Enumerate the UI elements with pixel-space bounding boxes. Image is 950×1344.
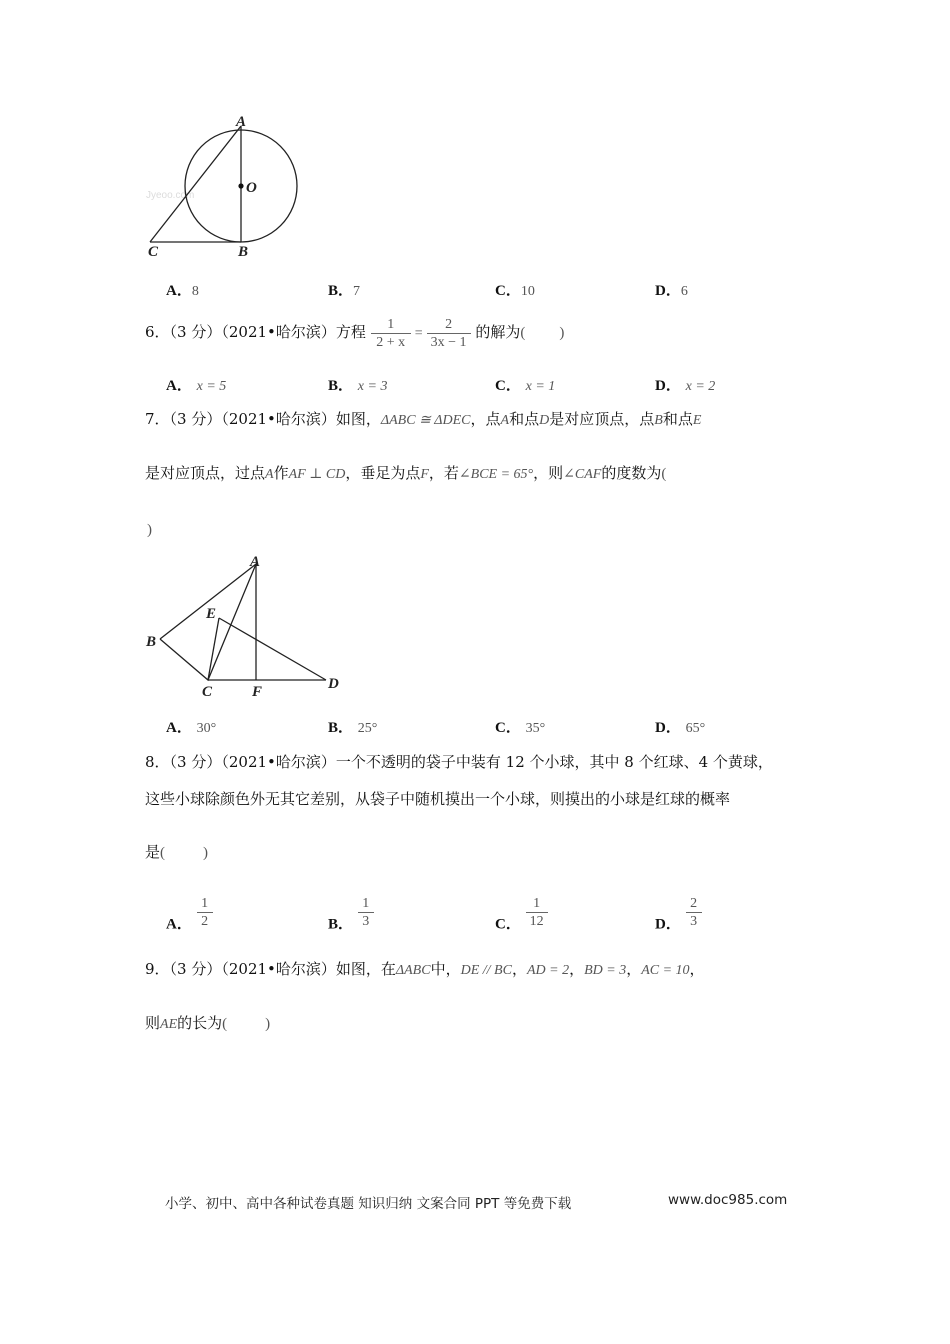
q5-center-point: [238, 183, 243, 188]
q5-figure: [140, 112, 320, 262]
q5-option-d[interactable]: D．6: [655, 283, 688, 299]
q7-segment-ed: [219, 618, 326, 680]
q7-label-f: F: [252, 684, 263, 700]
q7-paren-close: ): [147, 522, 152, 538]
q8-number: 8．: [145, 753, 170, 771]
q5-option-c[interactable]: C．10: [495, 283, 535, 299]
q5-label-a: A: [236, 114, 247, 130]
q6-option-c[interactable]: C． x = 1: [495, 378, 556, 394]
q6-number: 6．: [145, 323, 170, 341]
q8-line-1: 8．（3 分）（2021•哈尔滨）一个不透明的袋子中装有 12 个小球，其中 8 个红球、4 个黄球，: [145, 753, 773, 771]
q9-paren-open: (: [222, 1016, 228, 1032]
q8-paren-open: (: [160, 845, 166, 861]
q7-figure: [140, 550, 350, 700]
q5-label-o: O: [246, 180, 257, 196]
q5-label-b: B: [238, 244, 249, 260]
q7-line-2: 是对应顶点，过点A作AF ⊥ CD，垂足为点F，若∠BCE = 65°，则∠CAF的度数为(: [145, 464, 667, 482]
q6-score: （3 分）: [169, 323, 222, 341]
q8-paren-close: ): [203, 845, 209, 861]
q7-triangle-abc: [160, 564, 256, 680]
q7-label-c: C: [202, 684, 213, 700]
q7-source: （2021•哈尔滨）: [221, 410, 336, 428]
q9-score: （3 分）: [169, 960, 222, 978]
q6-paren-close: ): [559, 325, 565, 341]
q6-equals: =: [414, 326, 423, 341]
q7-option-c[interactable]: C． 35°: [495, 720, 546, 736]
q6-option-b[interactable]: B． x = 3: [328, 378, 388, 394]
q7-paren-open: (: [661, 466, 667, 482]
q7-score: （3 分）: [169, 410, 222, 428]
q6-option-d[interactable]: D． x = 2: [655, 378, 716, 394]
q5-option-a[interactable]: A．8: [166, 283, 199, 299]
q5-watermark: Jyeoo.com: [146, 190, 195, 201]
q7-number: 7．: [145, 410, 170, 428]
footer-url[interactable]: www.doc985.com: [668, 1192, 788, 1208]
q6-fraction-left: $\frac{1}{2 + x}$: [371, 316, 411, 351]
q8-source: （2021•哈尔滨）: [221, 753, 336, 771]
q9-number: 9．: [145, 960, 170, 978]
footer-text: 小学、初中、高中各种试卷真题 知识归纳 文案合同 PPT 等免费下载: [165, 1196, 572, 1212]
q7-option-a[interactable]: A． 30°: [166, 720, 217, 736]
q6-fraction-right: $\frac{2}{3x - 1}$: [427, 316, 471, 351]
q7-option-d[interactable]: D． 65°: [655, 720, 706, 736]
q6-text-before: 方程: [335, 323, 366, 341]
q6-paren-open: (: [520, 325, 526, 341]
q9-paren-close: ): [265, 1016, 271, 1032]
q7-segment-ec: [208, 618, 219, 680]
q6-stem: [145, 312, 564, 352]
q6-source: （2021•哈尔滨）: [221, 323, 336, 341]
q8-option-b[interactable]: B． $\frac{1}{3}$: [328, 895, 374, 934]
q6-text-after: 的解为: [475, 323, 521, 341]
q7-label-a: A: [250, 554, 261, 570]
q7-label-d: D: [328, 676, 339, 692]
q7-option-b[interactable]: B． 25°: [328, 720, 378, 736]
q5-option-b[interactable]: B．7: [328, 283, 361, 299]
q7-label-b: B: [146, 634, 157, 650]
q5-label-c: C: [148, 244, 159, 260]
q9-source: （2021•哈尔滨）: [221, 960, 336, 978]
q8-line-2: 这些小球除颜色外无其它差别，从袋子中随机摸出一个小球，则摸出的小球是红球的概率: [145, 790, 731, 808]
q8-score: （3 分）: [169, 753, 222, 771]
q9-line-1: 9．（3 分）（2021•哈尔滨）如图，在ΔABC中，DE // BC，AD = 2，BD = 3，AC = 10，: [145, 960, 705, 978]
q9-line-2: 则AE的长为( ): [145, 1014, 271, 1032]
q8-option-a[interactable]: A． $\frac{1}{2}$: [166, 895, 213, 934]
q5-segment-ca: [150, 126, 241, 242]
q7-label-e: E: [206, 606, 217, 622]
q8-option-c[interactable]: C． $\frac{1}{12}$: [495, 895, 548, 934]
q8-option-d[interactable]: D． $\frac{2}{3}$: [655, 895, 702, 934]
q6-option-a[interactable]: A． x = 5: [166, 378, 227, 394]
q7-line-1: 7．（3 分）（2021•哈尔滨）如图，ΔABC ≅ ΔDEC，点A和点D是对应顶点，点B和点E: [145, 410, 702, 428]
q8-line-3: 是( ): [145, 843, 209, 861]
